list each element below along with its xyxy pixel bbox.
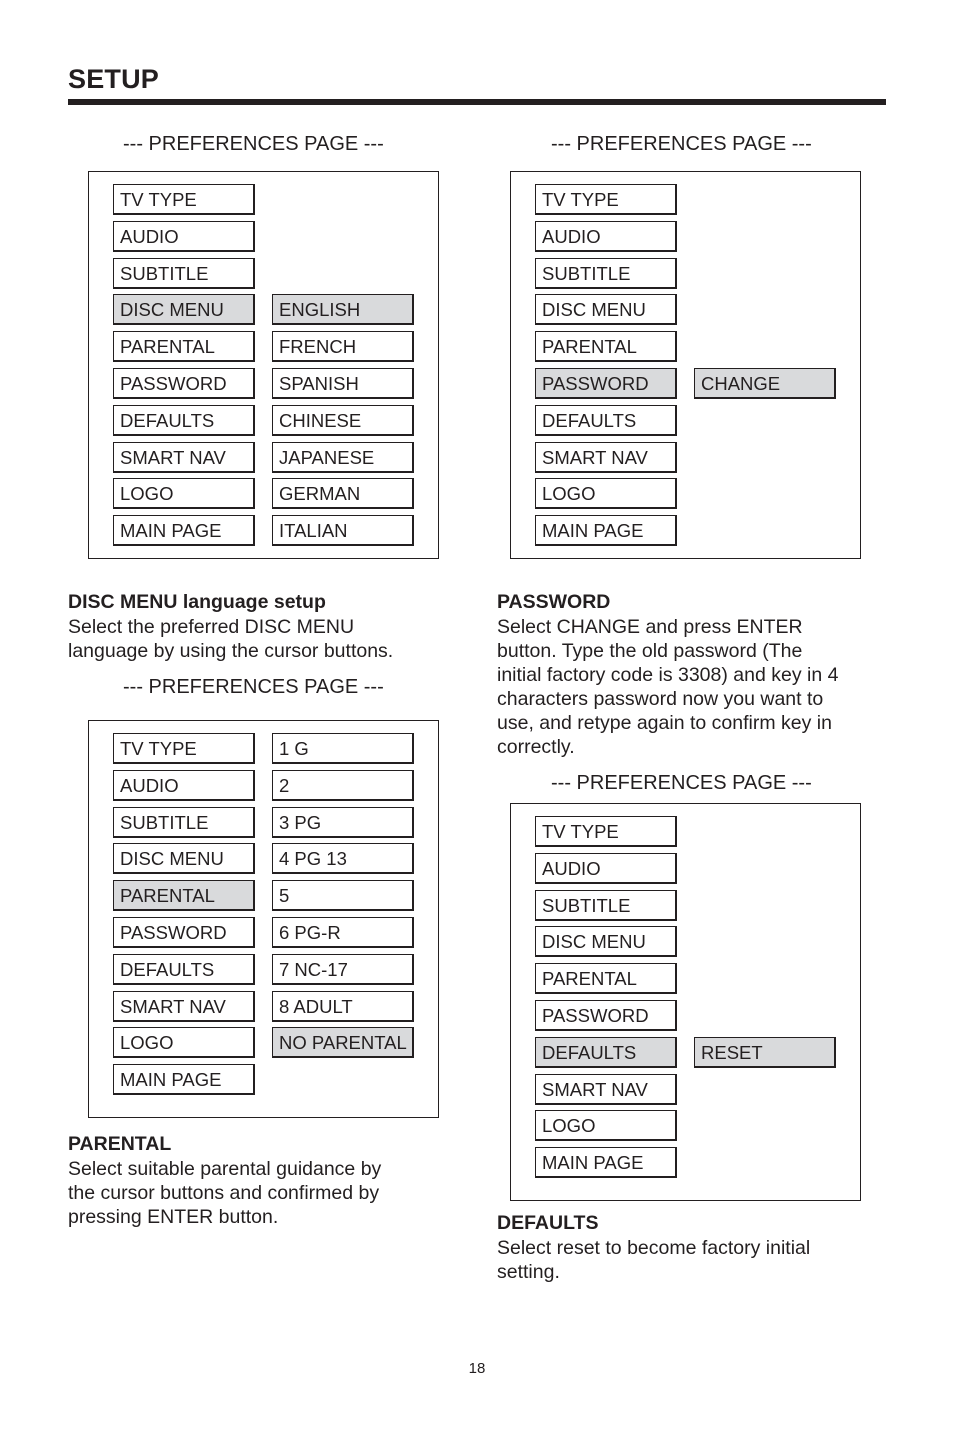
text-line: language by using the cursor buttons.: [68, 640, 394, 662]
text-line: Select CHANGE and press ENTER: [497, 616, 803, 638]
option-japanese[interactable]: JAPANESE: [272, 442, 414, 473]
menu-item-parental[interactable]: PARENTAL: [535, 963, 677, 994]
text-line: Select reset to become factory initial: [497, 1237, 811, 1259]
option-chinese[interactable]: CHINESE: [272, 405, 414, 436]
page-title: SETUP: [68, 64, 160, 94]
text-line: button. Type the old password (The: [497, 640, 803, 662]
option-2[interactable]: 2: [272, 770, 414, 801]
password-heading: PASSWORD: [497, 591, 611, 613]
menu-item-defaults[interactable]: DEFAULTS: [113, 954, 255, 985]
text-line: pressing ENTER button.: [68, 1206, 279, 1228]
text-line: characters password now you want to: [497, 688, 824, 710]
option-8-adult[interactable]: 8 ADULT: [272, 991, 414, 1022]
menu-item-audio[interactable]: AUDIO: [535, 221, 677, 252]
menu-item-disc-menu[interactable]: DISC MENU: [113, 294, 255, 325]
option-7-nc-17[interactable]: 7 NC-17: [272, 954, 414, 985]
menu-item-subtitle[interactable]: SUBTITLE: [535, 890, 677, 921]
menu-item-main-page[interactable]: MAIN PAGE: [113, 515, 255, 546]
menu-item-parental[interactable]: PARENTAL: [113, 880, 255, 911]
defaults-description: [497, 1236, 810, 1284]
text-line: Select suitable parental guidance by: [68, 1158, 382, 1180]
menu-item-smart-nav[interactable]: SMART NAV: [535, 1074, 677, 1105]
page-number: 18: [468, 1360, 486, 1377]
title-rule: [68, 99, 886, 105]
menu-item-tv-type[interactable]: TV TYPE: [535, 184, 677, 215]
text-line: setting.: [497, 1261, 560, 1283]
defaults-heading: DEFAULTS: [497, 1212, 599, 1234]
menu-item-main-page[interactable]: MAIN PAGE: [113, 1064, 255, 1095]
parental-heading: PARENTAL: [68, 1133, 172, 1155]
option-4-pg-13[interactable]: 4 PG 13: [272, 843, 414, 874]
menu-item-tv-type[interactable]: TV TYPE: [535, 816, 677, 847]
menu-item-subtitle[interactable]: SUBTITLE: [113, 807, 255, 838]
menu-item-subtitle[interactable]: SUBTITLE: [113, 258, 255, 289]
disc-menu-description: [68, 615, 393, 663]
option-french[interactable]: FRENCH: [272, 331, 414, 362]
menu-item-password[interactable]: PASSWORD: [535, 368, 677, 399]
preferences-page-title: --- PREFERENCES PAGE ---: [123, 676, 384, 698]
text-line: Select the preferred DISC MENU: [68, 616, 355, 638]
menu-item-main-page[interactable]: MAIN PAGE: [535, 515, 677, 546]
option-italian[interactable]: ITALIAN: [272, 515, 414, 546]
menu-item-smart-nav[interactable]: SMART NAV: [113, 991, 255, 1022]
menu-item-audio[interactable]: AUDIO: [113, 770, 255, 801]
menu-item-subtitle[interactable]: SUBTITLE: [535, 258, 677, 289]
menu-item-smart-nav[interactable]: SMART NAV: [113, 442, 255, 473]
text-line: initial factory code is 3308) and key in 4: [497, 664, 839, 686]
password-description: [497, 615, 838, 759]
menu-item-audio[interactable]: AUDIO: [113, 221, 255, 252]
menu-item-logo[interactable]: LOGO: [113, 1027, 255, 1058]
text-line: the cursor buttons and confirmed by: [68, 1182, 380, 1204]
preferences-panel-defaults: [510, 803, 861, 1201]
option-no-parental[interactable]: NO PARENTAL: [272, 1027, 414, 1058]
menu-item-password[interactable]: PASSWORD: [535, 1000, 677, 1031]
menu-item-parental[interactable]: PARENTAL: [113, 331, 255, 362]
menu-item-defaults[interactable]: DEFAULTS: [535, 405, 677, 436]
menu-item-disc-menu[interactable]: DISC MENU: [535, 294, 677, 325]
menu-item-tv-type[interactable]: TV TYPE: [113, 184, 255, 215]
menu-item-disc-menu[interactable]: DISC MENU: [113, 843, 255, 874]
menu-item-password[interactable]: PASSWORD: [113, 917, 255, 948]
menu-item-password[interactable]: PASSWORD: [113, 368, 255, 399]
option-spanish[interactable]: SPANISH: [272, 368, 414, 399]
preferences-page-title: --- PREFERENCES PAGE ---: [551, 133, 812, 155]
text-line: correctly.: [497, 736, 575, 758]
option-6-pg-r[interactable]: 6 PG-R: [272, 917, 414, 948]
option-german[interactable]: GERMAN: [272, 478, 414, 509]
menu-item-smart-nav[interactable]: SMART NAV: [535, 442, 677, 473]
menu-item-logo[interactable]: LOGO: [113, 478, 255, 509]
menu-item-logo[interactable]: LOGO: [535, 478, 677, 509]
preferences-page-title: --- PREFERENCES PAGE ---: [123, 133, 384, 155]
menu-item-disc-menu[interactable]: DISC MENU: [535, 926, 677, 957]
preferences-panel-parental: [88, 720, 439, 1118]
preferences-page-title: --- PREFERENCES PAGE ---: [551, 772, 812, 794]
option-3-pg[interactable]: 3 PG: [272, 807, 414, 838]
option-1-g[interactable]: 1 G: [272, 733, 414, 764]
preferences-panel-disc-menu: [88, 171, 439, 559]
option-english[interactable]: ENGLISH: [272, 294, 414, 325]
parental-description: [68, 1157, 381, 1229]
preferences-panel-password: [510, 171, 861, 559]
option-change[interactable]: CHANGE: [694, 368, 836, 399]
menu-item-defaults[interactable]: DEFAULTS: [113, 405, 255, 436]
menu-item-parental[interactable]: PARENTAL: [535, 331, 677, 362]
menu-item-defaults[interactable]: DEFAULTS: [535, 1037, 677, 1068]
menu-item-tv-type[interactable]: TV TYPE: [113, 733, 255, 764]
text-line: use, and retype again to confirm key in: [497, 712, 832, 734]
disc-menu-heading: DISC MENU language setup: [68, 591, 326, 613]
option-reset[interactable]: RESET: [694, 1037, 836, 1068]
menu-item-main-page[interactable]: MAIN PAGE: [535, 1147, 677, 1178]
menu-item-logo[interactable]: LOGO: [535, 1110, 677, 1141]
menu-item-audio[interactable]: AUDIO: [535, 853, 677, 884]
option-5[interactable]: 5: [272, 880, 414, 911]
